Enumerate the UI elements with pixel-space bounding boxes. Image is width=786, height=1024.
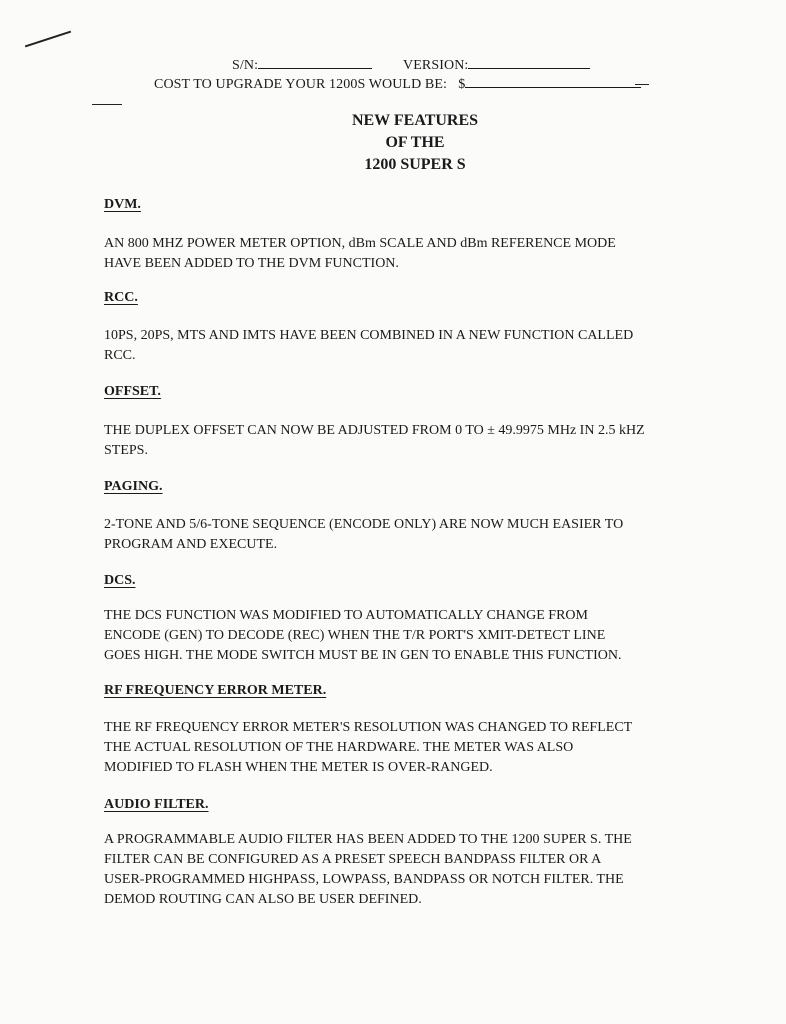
section-body-dvm xyxy=(104,234,734,274)
body-line: AN 800 MHZ POWER METER OPTION, dBm SCALE AND dBm REFERENCE MODE xyxy=(104,236,616,251)
body-line: 10PS, 20PS, MTS AND IMTS HAVE BEEN COMBINED IN A NEW FUNCTION CALLED xyxy=(104,328,634,343)
cost-blank xyxy=(465,75,641,88)
body-line: PROGRAM AND EXECUTE. xyxy=(104,537,278,552)
version-blank xyxy=(468,56,590,69)
serial-label: S/N: xyxy=(232,58,259,73)
body-line: 2-TONE AND 5/6-TONE SEQUENCE (ENCODE ONLY) ARE NOW MUCH EASIER TO xyxy=(104,517,624,532)
section-heading-rf-frequency-error-meter: RF FREQUENCY ERROR METER. xyxy=(104,683,327,698)
section-heading-rcc: RCC. xyxy=(104,290,138,305)
body-line: HAVE BEEN ADDED TO THE DVM FUNCTION. xyxy=(104,256,399,271)
section-body-dcs xyxy=(104,606,734,666)
body-line: DEMOD ROUTING CAN ALSO BE USER DEFINED. xyxy=(104,892,422,907)
body-line: THE DCS FUNCTION WAS MODIFIED TO AUTOMATICALLY CHANGE FROM xyxy=(104,608,588,623)
serial-version-line xyxy=(232,56,590,74)
cost-label: COST TO UPGRADE YOUR 1200S WOULD BE: xyxy=(154,77,447,92)
body-line: ENCODE (GEN) TO DECODE (REC) WHEN THE T/R PORT'S XMIT-DETECT LINE xyxy=(104,628,606,643)
title-line-1: NEW FEATURES xyxy=(351,112,479,129)
body-line: USER-PROGRAMMED HIGHPASS, LOWPASS, BANDPASS OR NOTCH FILTER. THE xyxy=(104,872,624,887)
section-heading-dvm: DVM. xyxy=(104,197,141,212)
section-heading-offset: OFFSET. xyxy=(104,384,161,399)
body-line: GOES HIGH. THE MODE SWITCH MUST BE IN GEN TO ENABLE THIS FUNCTION. xyxy=(104,648,622,663)
body-line: STEPS. xyxy=(104,443,148,458)
scan-mark xyxy=(25,31,71,48)
section-body-paging xyxy=(104,515,734,555)
section-body-rf-frequency-error-meter xyxy=(104,718,734,778)
body-line: FILTER CAN BE CONFIGURED AS A PRESET SPEECH BANDPASS FILTER OR A xyxy=(104,852,602,867)
section-body-audio-filter xyxy=(104,830,734,910)
body-line: THE ACTUAL RESOLUTION OF THE HARDWARE. THE METER WAS ALSO xyxy=(104,740,574,755)
section-heading-audio-filter: AUDIO FILTER. xyxy=(104,797,209,812)
body-line: MODIFIED TO FLASH WHEN THE METER IS OVER-RANGED. xyxy=(104,760,493,775)
version-label: VERSION: xyxy=(403,58,469,73)
title-line-3: 1200 SUPER S xyxy=(364,156,466,173)
section-heading-paging: PAGING. xyxy=(104,479,163,494)
title-line-2: OF THE xyxy=(385,134,445,151)
body-line: THE DUPLEX OFFSET CAN NOW BE ADJUSTED FROM 0 TO ± 49.9975 MHz IN 2.5 kHZ xyxy=(104,423,645,438)
scan-mark xyxy=(92,104,122,105)
section-body-rcc xyxy=(104,326,734,366)
page-title xyxy=(0,110,786,176)
currency-sign: $ xyxy=(458,77,466,92)
body-line: RCC. xyxy=(104,348,136,363)
section-body-offset xyxy=(104,421,734,461)
cost-line xyxy=(154,75,641,93)
body-line: A PROGRAMMABLE AUDIO FILTER HAS BEEN ADDED TO THE 1200 SUPER S. THE xyxy=(104,832,632,847)
section-heading-dcs: DCS. xyxy=(104,573,136,588)
body-line: THE RF FREQUENCY ERROR METER'S RESOLUTION WAS CHANGED TO REFLECT xyxy=(104,720,633,735)
serial-blank xyxy=(258,56,372,69)
